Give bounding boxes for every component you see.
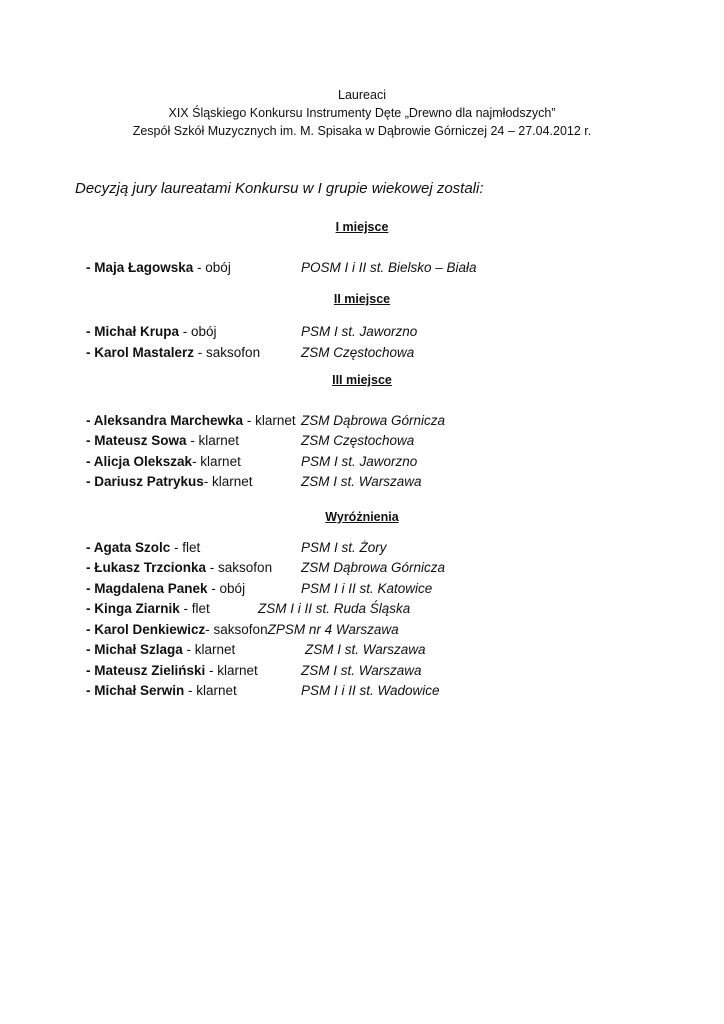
laureate-name: - Agata Szolc (86, 540, 171, 555)
laureate-instrument: - klarnet (192, 454, 241, 469)
header-line-1: Laureaci (338, 88, 386, 102)
laureate-name: - Karol Denkiewicz (86, 622, 206, 637)
laureate-name: - Mateusz Zieliński (86, 663, 206, 678)
laureate-school: PSM I st. Jaworzno (301, 324, 418, 339)
laureate-school: ZSM Dąbrowa Górnicza (301, 413, 446, 428)
section-title-distinctions: Wyróżnienia (325, 510, 399, 524)
header-line-2: XIX Śląskiego Konkursu Instrumenty Dęte „Drewno dla najmłodszych” (168, 106, 556, 120)
laureate-instrument: - obój (179, 324, 217, 339)
laureate-entry (86, 344, 260, 362)
laureate-entry (86, 682, 237, 700)
laureate-instrument: - klarnet (186, 433, 240, 448)
laureate-school: ZSM I st. Warszawa (301, 663, 422, 678)
laureate-entry (86, 453, 241, 471)
laureate-entry (86, 600, 210, 618)
laureate-entry (86, 412, 296, 430)
laureate-instrument: - obój (207, 581, 246, 596)
laureate-entry (86, 432, 239, 450)
laureate-instrument: - klarnet (184, 683, 237, 698)
laureate-instrument: - flet (170, 540, 201, 555)
laureate-instrument: - saksofon (206, 560, 273, 575)
laureate-school: PSM I st. Jaworzno (301, 454, 418, 469)
laureate-name: - Karol Mastalerz (86, 345, 195, 360)
laureate-school: ZSM Częstochowa (301, 433, 415, 448)
laureate-name: - Dariusz Patrykus (86, 474, 204, 489)
laureate-entry (86, 580, 245, 598)
laureate-school: ZPSM nr 4 Warszawa (267, 622, 399, 637)
laureate-name: - Magdalena Panek (86, 581, 208, 596)
laureate-instrument: - klarnet (243, 413, 296, 428)
laureate-instrument: - obój (193, 260, 231, 275)
laureate-instrument: - flet (179, 601, 210, 616)
laureate-entry (86, 539, 200, 557)
laureate-instrument: - klarnet (205, 663, 258, 678)
laureate-entry (86, 259, 231, 277)
header-line-3: Zespół Szkół Muzycznych im. M. Spisaka w Dąbrowie Górniczej 24 – 27.04.2012 r. (132, 124, 592, 138)
laureate-name: - Kinga Ziarnik (86, 601, 180, 616)
laureate-name: - Michał Serwin (86, 683, 185, 698)
laureate-name: - Mateusz Sowa (86, 433, 187, 448)
section-title-third-place: III miejsce (332, 373, 392, 387)
intro-text: Decyzją jury laureatami Konkursu w I grupie wiekowej zostali: (75, 180, 484, 197)
laureate-entry (86, 662, 258, 680)
laureate-school: POSM I i II st. Bielsko – Biała (301, 260, 477, 275)
laureate-name: - Aleksandra Marchewka (86, 413, 244, 428)
laureate-entry (86, 641, 235, 659)
laureate-instrument: - klarnet (203, 474, 253, 489)
laureate-entry (86, 323, 217, 341)
laureate-entry (86, 621, 399, 639)
laureate-name: - Alicja Olekszak (86, 454, 193, 469)
laureate-school: ZSM I st. Warszawa (305, 642, 426, 657)
section-title-second-place: II miejsce (333, 292, 391, 306)
laureate-entry (86, 473, 253, 491)
laureate-name: - Łukasz Trzcionka (86, 560, 207, 575)
laureate-instrument: - saksofon (205, 622, 268, 637)
laureate-instrument: - klarnet (182, 642, 236, 657)
laureate-school: ZSM I i II st. Ruda Śląska (258, 601, 411, 616)
laureate-school: PSM I st. Żory (301, 540, 387, 555)
laureate-school: PSM I i II st. Katowice (301, 581, 433, 596)
laureate-name: - Maja Łagowska (86, 260, 194, 275)
laureate-school: PSM I i II st. Wadowice (301, 683, 440, 698)
laureate-instrument: - saksofon (194, 345, 261, 360)
laureate-school: ZSM Częstochowa (301, 345, 415, 360)
laureate-name: - Michał Szlaga (86, 642, 183, 657)
section-title-first-place: I miejsce (335, 220, 389, 234)
laureate-name: - Michał Krupa (86, 324, 180, 339)
laureate-school: ZSM I st. Warszawa (301, 474, 422, 489)
laureate-entry (86, 559, 272, 577)
laureate-school: ZSM Dąbrowa Górnicza (301, 560, 446, 575)
